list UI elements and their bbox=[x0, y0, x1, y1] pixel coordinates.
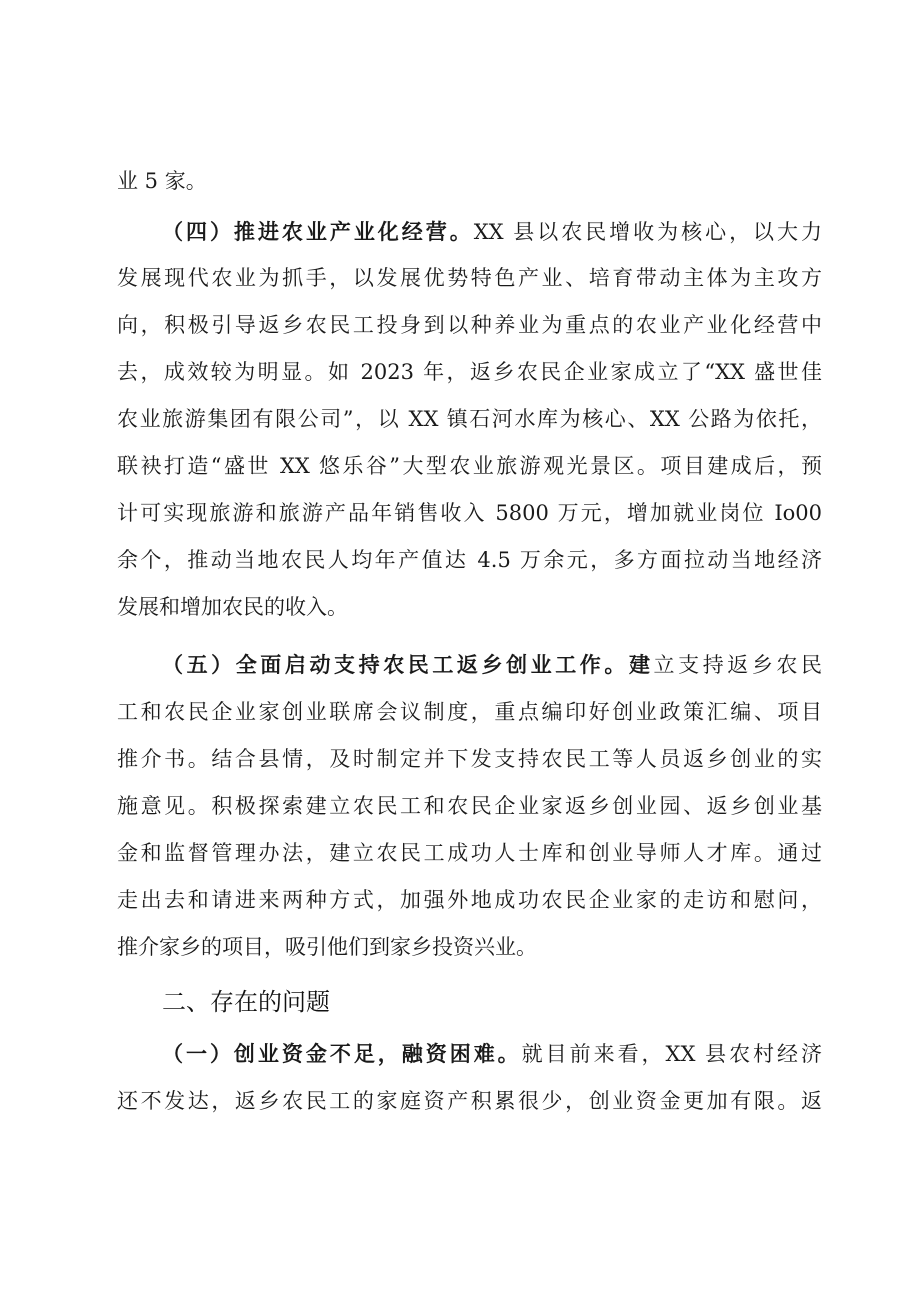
paragraph-line: 向，积极引导返乡农民工投身到以种养业为重点的农业产业化经营中 bbox=[117, 313, 822, 337]
paragraph-title: （一）创业资金不足，融资困难。 bbox=[162, 1041, 522, 1066]
paragraph-line: 推介家乡的项目，吸引他们到家乡投资兴业。 bbox=[117, 935, 537, 959]
paragraph-line: 还不发达，返乡农民工的家庭资产积累很少，创业资金更加有限。返 bbox=[117, 1089, 822, 1113]
paragraph-line: 金和监督管理办法，建立农民工成功人士库和创业导师人才库。通过 bbox=[117, 841, 822, 865]
paragraph-line bbox=[162, 650, 822, 680]
paragraph-text: XX 县以农民增收为核心，以大力 bbox=[473, 220, 823, 244]
paragraph-line: 余个，推动当地农民人均年产值达 4.5 万余元，多方面拉动当地经济 bbox=[117, 548, 822, 572]
paragraph-line bbox=[162, 1039, 822, 1069]
paragraph-line: 业 5 家。 bbox=[117, 169, 207, 193]
paragraph-line: 农业旅游集团有限公司”，以 XX 镇石河水库为核心、XX 公路为依托， bbox=[117, 407, 822, 431]
paragraph-line: 计可实现旅游和旅游产品年销售收入 5800 万元，增加就业岗位 Io00 bbox=[117, 501, 822, 525]
paragraph-line: 去，成效较为明显。如 2023 年，返乡农民企业家成立了“XX 盛世佳 bbox=[117, 360, 822, 384]
paragraph-line: 发展现代农业为抓手，以发展优势特色产业、培育带动主体为主攻方 bbox=[117, 266, 822, 290]
paragraph-text: 立支持返乡农民 bbox=[653, 653, 823, 677]
paragraph-title: （五）全面启动支持农民工返乡创业工作。建 bbox=[162, 652, 654, 677]
paragraph-text: 就目前来看，XX 县农村经济 bbox=[521, 1042, 823, 1066]
paragraph-line: 联袂打造“盛世 XX 悠乐谷”大型农业旅游观光景区。项目建成后，预 bbox=[117, 454, 822, 478]
section-heading: 二、存在的问题 bbox=[162, 988, 330, 1016]
paragraph-line: 走出去和请进来两种方式，加强外地成功农民企业家的走访和慰问， bbox=[117, 888, 822, 912]
paragraph-title: （四）推进农业产业化经营。 bbox=[162, 219, 474, 244]
paragraph-line bbox=[162, 217, 822, 247]
paragraph-line: 工和农民企业家创业联席会议制度，重点编印好创业政策汇编、项目 bbox=[117, 700, 822, 724]
paragraph-line: 推介书。结合县情，及时制定并下发支持农民工等人员返乡创业的实 bbox=[117, 747, 822, 771]
paragraph-line: 发展和增加农民的收入。 bbox=[117, 595, 348, 619]
paragraph-line: 施意见。积极探索建立农民工和农民企业家返乡创业园、返乡创业基 bbox=[117, 794, 822, 818]
